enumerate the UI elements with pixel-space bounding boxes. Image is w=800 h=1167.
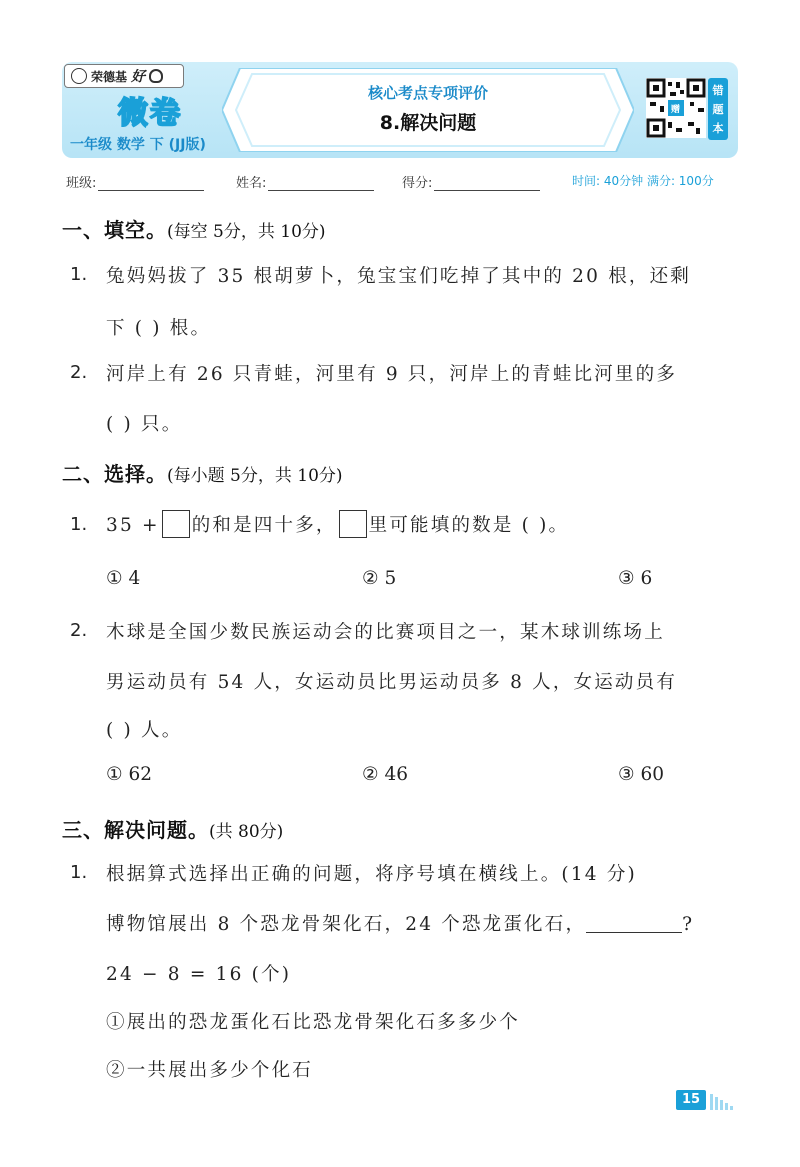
question-number: 2. [70,620,88,641]
brand-good: 好 [131,69,146,85]
brand-name: 荣德基 [91,69,128,84]
section-heading-fill [62,214,326,243]
choice-option[interactable]: ③ 60 [618,764,665,785]
question-text: 兔妈妈拔了 35 根胡萝卜，兔宝宝们吃掉了其中的 20 根，还剩 [106,266,692,287]
mascot-icon [71,68,87,84]
side-tab-char: 错 [712,83,724,97]
series-title: 微卷 [118,96,182,131]
score-label: 得分: [402,176,433,191]
question-part: 的和是四十多， [191,515,337,536]
mistake-book-tab[interactable] [708,78,728,140]
choice-option[interactable]: ② 5 [362,568,397,589]
side-tab-char: 本 [712,122,724,136]
subtitle: 核心考点专项评价 [367,84,488,102]
section-title: 一、填空。 [62,218,167,242]
question-text: 根据算式选择出正确的问题，将序号填在横线上。(14 分) [106,864,637,885]
student-info-row [66,172,746,194]
score-blank[interactable] [434,176,540,191]
answer-box[interactable] [339,510,367,538]
choice-option[interactable]: ① 62 [106,764,153,785]
equation-text: 24 − 8 = 16 (个) [106,964,292,985]
choice-option[interactable]: ① 4 [106,568,141,589]
question-text[interactable]: 下 ( ) 根。 [106,318,212,339]
title-panel [222,68,634,152]
choice-option[interactable]: ② 46 [362,764,409,785]
brand-mark-icon [149,69,163,83]
question-text: 木球是全国少数民族运动会的比赛项目之一，某木球训练场上 [106,622,665,643]
choice-option[interactable]: ③ 6 [618,568,653,589]
question-text: 男运动员有 54 人，女运动员比男运动员多 8 人，女运动员有 [106,672,678,693]
name-field[interactable] [236,172,374,191]
question-text [106,510,569,538]
question-text[interactable]: ( ) 只。 [106,414,183,435]
side-tab-char: 题 [712,102,724,116]
section-title: 二、选择。 [62,462,167,486]
answer-box[interactable] [162,510,190,538]
score-field[interactable] [402,172,540,191]
name-blank[interactable] [268,176,374,191]
question-number: 2. [70,362,88,383]
question-number: 1. [70,862,88,883]
page-number: 15 [676,1090,706,1110]
section-heading-choice [62,458,343,487]
question-number: 1. [70,264,88,285]
grade-line: 一年级 数学 下 (JJ版) [70,137,206,153]
question-text [106,910,694,936]
question-part: ? [682,914,695,935]
question-part: 里可能填的数是 ( )。 [368,515,570,536]
question-number: 1. [70,514,88,535]
section-title: 三、解决问题。 [62,818,209,842]
question-part: 35 + [106,515,160,536]
brand-tag [64,64,184,88]
qr-label: 赠 [671,105,681,115]
section-note: (共 80分) [209,822,284,842]
question-text[interactable]: ( ) 人。 [106,720,183,741]
section-note: (每小题 5分，共 10分) [167,466,343,486]
class-blank[interactable] [98,176,204,191]
time-score-meta: 时间: 40分钟 满分: 100分 [572,174,714,188]
answer-blank[interactable] [586,914,682,933]
option-text: ②一共展出多少个化石 [106,1060,314,1081]
question-text: 河岸上有 26 只青蛙，河里有 9 只，河岸上的青蛙比河里的多 [106,364,678,385]
question-part: 博物馆展出 8 个恐龙骨架化石，24 个恐龙蛋化石， [106,914,587,935]
page-bars-icon [710,1092,738,1110]
class-field[interactable] [66,172,204,191]
page-title: 8.解决问题 [379,112,477,134]
option-text: ①展出的恐龙蛋化石比恐龙骨架化石多多少个 [106,1012,521,1033]
class-label: 班级: [66,176,97,191]
name-label: 姓名: [236,176,267,191]
section-note: (每空 5分，共 10分) [167,222,326,242]
section-heading-solve [62,814,283,843]
